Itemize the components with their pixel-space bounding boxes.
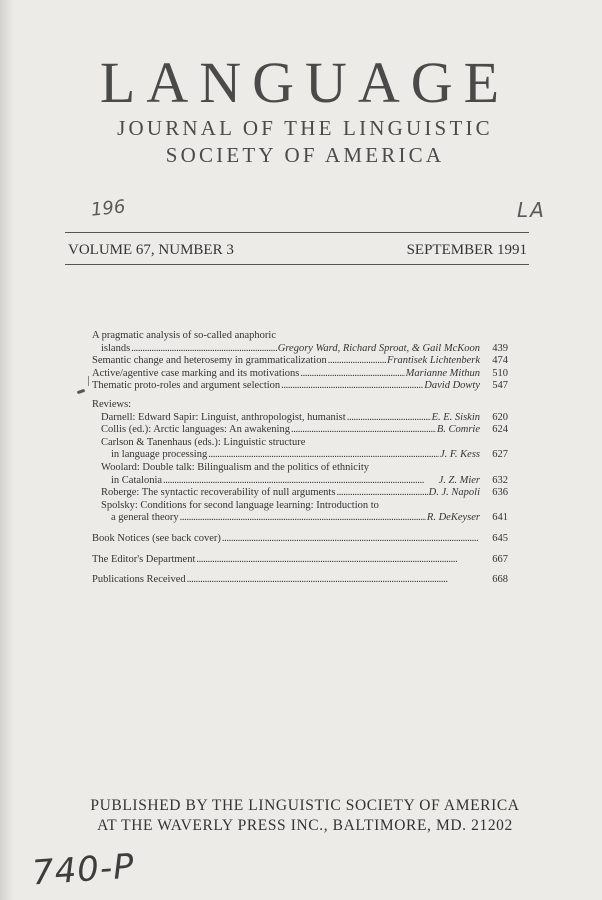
toc-leader-dots bbox=[208, 449, 439, 462]
toc-entry-authors: Gregory Ward, Richard Sproat, & Gail McKoon bbox=[277, 342, 480, 354]
toc-entry-authors: B. Comrie bbox=[436, 424, 480, 436]
toc-backmatter-row bbox=[92, 574, 508, 587]
toc-entry-page: 439 bbox=[492, 342, 508, 354]
handwritten-call-number: 740-P bbox=[30, 846, 136, 894]
toc-leader-dots bbox=[347, 412, 431, 425]
pencil-tick-mark bbox=[88, 376, 89, 386]
toc-leader-dots bbox=[180, 512, 426, 525]
issue-date: SEPTEMBER 1991 bbox=[406, 242, 527, 258]
toc-entry-page: 636 bbox=[492, 487, 508, 499]
toc-backmatter-row bbox=[92, 554, 508, 567]
toc-entry-authors: J. Z. Mier bbox=[438, 474, 480, 486]
toc-entry-authors: David Dowty bbox=[424, 380, 480, 392]
toc-entry-title: Collis (ed.): Arctic languages: An awakening bbox=[101, 424, 290, 436]
toc-backmatter-row bbox=[92, 533, 508, 546]
toc-entry-page: 547 bbox=[492, 380, 508, 392]
toc-entry-page: 510 bbox=[492, 367, 508, 379]
toc-review-title-line: Woolard: Double talk: Bilingualism and the politics of ethnicity bbox=[101, 461, 370, 473]
toc-article-title-line: A pragmatic analysis of so-called anaphoric bbox=[92, 330, 276, 341]
journal-subtitle-line2: SOCIETY OF AMERICA bbox=[165, 143, 445, 167]
toc-entry-authors: Frantisek Lichtenberk bbox=[386, 355, 480, 367]
toc-entry-page: 474 bbox=[492, 355, 508, 367]
top-rule bbox=[65, 232, 529, 233]
toc-entry-title: in language processing bbox=[111, 449, 208, 461]
toc-review-title-line: Spolsky: Conditions for second language learning: Introduction to bbox=[101, 499, 379, 511]
toc-entry-page: 624 bbox=[492, 424, 508, 436]
toc-entry-page: 667 bbox=[492, 553, 508, 565]
toc-leader-dots bbox=[291, 424, 436, 437]
publisher-line2: AT THE WAVERLY PRESS INC., BALTIMORE, MD. 21202 bbox=[97, 817, 513, 834]
toc-article-row bbox=[92, 343, 508, 356]
toc-entry-title: Semantic change and heterosemy in grammaticalization bbox=[92, 355, 327, 367]
toc-review-row bbox=[92, 487, 508, 500]
toc-entry-authors: D. J. Napoli bbox=[428, 487, 480, 499]
toc-leader-dots bbox=[328, 355, 386, 368]
toc-entry-page: 627 bbox=[492, 449, 508, 461]
toc-entry-page: 641 bbox=[492, 512, 508, 524]
toc-entry-title: a general theory bbox=[111, 512, 179, 524]
toc-entry-page: 668 bbox=[492, 574, 508, 586]
toc-review-row bbox=[92, 424, 508, 437]
toc-leader-dots bbox=[336, 487, 427, 500]
toc-leader-dots bbox=[300, 368, 404, 381]
toc-entry-title: Darnell: Edward Sapir: Linguist, anthropologist, humanist bbox=[101, 411, 346, 423]
volume-number: VOLUME 67, NUMBER 3 bbox=[68, 242, 234, 258]
toc-entry-title: Book Notices (see back cover) bbox=[92, 532, 221, 544]
journal-subtitle-line1: JOURNAL OF THE LINGUISTIC bbox=[117, 116, 493, 140]
toc-leader-dots bbox=[196, 554, 479, 567]
handwritten-note-left: 196 bbox=[89, 196, 127, 221]
toc-leader-dots bbox=[222, 533, 479, 546]
toc-leader-dots bbox=[131, 343, 277, 356]
toc-review-row bbox=[92, 412, 508, 425]
journal-title: LANGUAGE bbox=[99, 50, 511, 115]
toc-entry-page: 620 bbox=[492, 411, 508, 423]
publisher-line1: PUBLISHED BY THE LINGUISTIC SOCIETY OF AMERICA bbox=[90, 797, 520, 814]
toc-entry-authors: E. E. Siskin bbox=[431, 411, 480, 423]
toc-entry-title: Publications Received bbox=[92, 574, 186, 586]
toc-review-row bbox=[92, 475, 508, 488]
table-of-contents bbox=[92, 330, 508, 587]
toc-entry-title: islands bbox=[101, 342, 131, 354]
toc-article-row bbox=[92, 380, 508, 393]
reviews-heading: Reviews: bbox=[92, 398, 132, 410]
handwritten-note-right: LA bbox=[517, 198, 546, 222]
toc-leader-dots bbox=[163, 475, 438, 488]
toc-review-row bbox=[92, 449, 508, 462]
toc-entry-title: Thematic proto-roles and argument selection bbox=[92, 380, 281, 392]
toc-leader-dots bbox=[187, 574, 479, 587]
toc-article-row bbox=[92, 355, 508, 368]
toc-entry-title: Roberge: The syntactic recoverability of null arguments bbox=[101, 487, 336, 499]
toc-review-row bbox=[92, 512, 508, 525]
bottom-rule bbox=[65, 264, 529, 265]
toc-entry-page: 645 bbox=[492, 532, 508, 544]
toc-entry-title: in Catalonia bbox=[111, 474, 163, 486]
toc-entry-authors: Marianne Mithun bbox=[405, 367, 480, 379]
toc-entry-title: The Editor's Department bbox=[92, 553, 196, 565]
toc-entry-authors: R. DeKeyser bbox=[426, 512, 480, 524]
toc-entry-authors: J. F. Kess bbox=[439, 449, 480, 461]
toc-entry-page: 632 bbox=[492, 474, 508, 486]
toc-entry-title: Active/agentive case marking and its motivations bbox=[92, 367, 300, 379]
toc-article-row bbox=[92, 368, 508, 381]
toc-leader-dots bbox=[281, 380, 423, 393]
issue-line bbox=[68, 242, 527, 259]
pencil-dash-mark bbox=[77, 389, 86, 394]
toc-review-title-line: Carlson & Tanenhaus (eds.): Linguistic structure bbox=[101, 436, 306, 448]
